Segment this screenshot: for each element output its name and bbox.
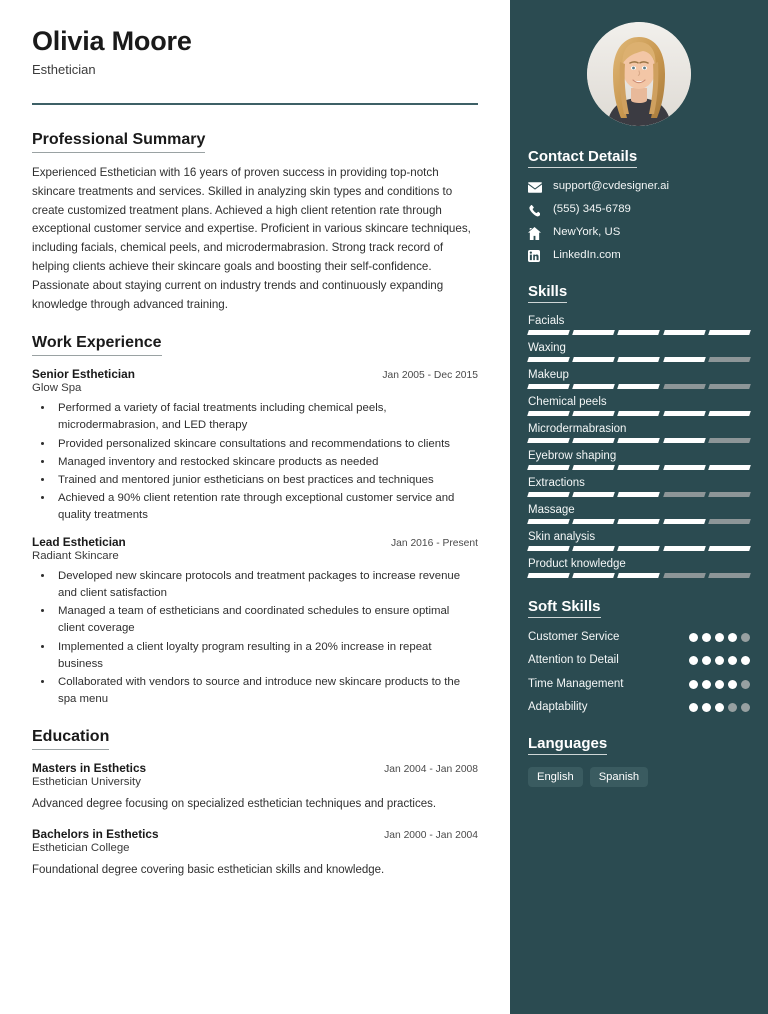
section-education: [32, 728, 478, 880]
skill-level-bar: [528, 330, 750, 335]
skill-bar-segment: [618, 438, 661, 443]
skill-label: Extractions: [528, 477, 585, 489]
skill-bar-segment: [527, 357, 570, 362]
skill-bar-segment: [618, 492, 661, 497]
section-title-soft-skills: Soft Skills: [528, 598, 601, 618]
soft-skill-rating: [689, 677, 750, 689]
soft-skill-item: [528, 677, 750, 691]
skill-bar-segment: [527, 573, 570, 578]
skill-bar-segment: [663, 384, 706, 389]
work-entry-role: Lead Esthetician: [32, 535, 126, 550]
section-soft-skills: [528, 598, 750, 715]
skill-item: [528, 477, 750, 497]
skill-bar-segment: [663, 492, 706, 497]
education-description: Foundational degree covering basic esthetician skills and knowledge.: [32, 864, 385, 877]
skill-bar-segment: [572, 384, 615, 389]
skill-bar-segment: [708, 384, 751, 389]
work-bullet: • Developed new skincare protocols and treatment packages to increase revenue and client satisfaction: [54, 568, 478, 602]
skill-bar-segment: [663, 438, 706, 443]
rating-dot: [715, 633, 724, 642]
skill-item: [528, 396, 750, 416]
contact-item[interactable]: [528, 203, 750, 217]
skill-label: Product knowledge: [528, 558, 626, 570]
skill-bar-segment: [618, 519, 661, 524]
skill-bar-segment: [663, 330, 706, 335]
soft-skill-item: [528, 700, 750, 714]
skill-bar-segment: [618, 411, 661, 416]
skill-label: Skin analysis: [528, 531, 596, 543]
education-date: Jan 2004 - Jan 2008: [384, 763, 478, 775]
rating-dot: [741, 633, 750, 642]
section-title-contact: Contact Details: [528, 148, 637, 168]
soft-skill-label: Adaptability: [528, 701, 588, 714]
section-title-skills: Skills: [528, 283, 567, 303]
skill-item: [528, 450, 750, 470]
work-entry-bullets: [32, 400, 478, 524]
skill-bar-segment: [708, 492, 751, 497]
phone-icon: [528, 203, 546, 217]
contact-item[interactable]: [528, 226, 750, 240]
work-entry: [32, 367, 478, 524]
candidate-job-title: Esthetician: [32, 62, 96, 78]
skill-bar-segment: [527, 492, 570, 497]
soft-skill-item: [528, 653, 750, 667]
rating-dot: [689, 633, 698, 642]
skill-label: Eyebrow shaping: [528, 450, 617, 462]
skill-item: [528, 369, 750, 389]
soft-skill-label: Customer Service: [528, 631, 620, 643]
skill-bar-segment: [618, 384, 661, 389]
section-languages: [528, 735, 750, 787]
skill-level-bar: [528, 438, 750, 443]
education-degree: Bachelors in Esthetics: [32, 827, 159, 842]
skill-bar-segment: [708, 330, 751, 335]
skill-bar-segment: [527, 411, 570, 416]
skill-bar-segment: [527, 465, 570, 470]
soft-skill-label: Attention to Detail: [528, 654, 619, 667]
work-entry-organization: Glow Spa: [32, 382, 82, 395]
skill-bar-segment: [663, 411, 706, 416]
language-chip-list: [528, 767, 750, 787]
candidate-name: Olivia Moore: [32, 26, 192, 56]
skill-bar-segment: [527, 438, 570, 443]
skill-label: Waxing: [528, 342, 566, 354]
home-icon: [528, 226, 546, 240]
rating-dot: [702, 656, 711, 665]
work-entry-date: Jan 2005 - Dec 2015: [382, 370, 478, 382]
rating-dot: [715, 656, 724, 665]
education-school: Esthetician College: [32, 842, 130, 855]
rating-dot: [728, 703, 737, 712]
header-block: [32, 26, 478, 77]
skill-bar-segment: [527, 330, 570, 335]
skill-item: [528, 504, 750, 524]
skill-bar-segment: [572, 330, 615, 335]
avatar: [587, 22, 691, 126]
rating-dot: [689, 656, 698, 665]
skill-bar-segment: [527, 519, 570, 524]
skill-level-bar: [528, 357, 750, 362]
linkedin-icon: [528, 249, 546, 263]
skill-bar-segment: [618, 573, 661, 578]
skill-level-bar: [528, 465, 750, 470]
skill-bar-segment: [618, 546, 661, 551]
skill-bar-segment: [708, 411, 751, 416]
education-entry-list: [32, 761, 478, 880]
resume-sidebar: [510, 0, 768, 1014]
education-entry: [32, 761, 478, 813]
skill-level-bar: [528, 519, 750, 524]
skill-label: Massage: [528, 504, 575, 516]
contact-value: NewYork, US: [553, 226, 621, 239]
skill-bar-segment: [572, 438, 615, 443]
soft-skill-label: Time Management: [528, 677, 624, 690]
contact-value: (555) 345-6789: [553, 203, 631, 216]
soft-skill-rating: [689, 700, 750, 712]
rating-dot: [702, 703, 711, 712]
skill-bar-segment: [708, 357, 751, 362]
work-bullet: • Provided personalized skincare consultations and recommendations to clients: [54, 436, 478, 453]
work-entry-header: [32, 535, 478, 549]
skill-bar-segment: [663, 546, 706, 551]
skill-level-bar: [528, 492, 750, 497]
section-title-summary: Professional Summary: [32, 131, 205, 153]
skill-bar-segment: [708, 438, 751, 443]
rating-dot: [741, 656, 750, 665]
language-chip: English: [528, 767, 583, 787]
soft-skills-list: [528, 630, 750, 715]
contact-item[interactable]: [528, 249, 750, 263]
work-bullet: • Managed inventory and restocked skincare products as needed: [54, 454, 478, 471]
work-bullet: • Achieved a 90% client retention rate through exceptional customer service and quality treatments: [54, 490, 478, 524]
skill-label: Microdermabrasion: [528, 423, 627, 435]
skill-bar-segment: [618, 330, 661, 335]
contact-item[interactable]: [528, 180, 750, 194]
rating-dot: [741, 703, 750, 712]
work-bullet: • Performed a variety of facial treatments including chemical peels, microdermabrasion, and LED therapy: [54, 400, 478, 434]
work-bullet: • Collaborated with vendors to source and introduce new skincare products to the spa menu: [54, 674, 478, 708]
skill-bar-segment: [527, 546, 570, 551]
section-skills: [528, 283, 750, 578]
rating-dot: [728, 680, 737, 689]
rating-dot: [728, 633, 737, 642]
skill-label: Chemical peels: [528, 396, 607, 408]
work-entry-organization: Radiant Skincare: [32, 550, 119, 563]
rating-dot: [702, 680, 711, 689]
skill-level-bar: [528, 411, 750, 416]
section-professional-summary: [32, 131, 478, 314]
skill-bar-segment: [572, 411, 615, 416]
education-school: Esthetician University: [32, 775, 141, 788]
skill-label: Makeup: [528, 369, 569, 381]
work-entry-bullets: [32, 568, 478, 708]
section-title-work: Work Experience: [32, 334, 162, 356]
rating-dot: [689, 703, 698, 712]
work-bullet: • Managed a team of estheticians and coordinated schedules to ensure optimal client coverage: [54, 603, 478, 637]
skill-bar-segment: [708, 519, 751, 524]
work-bullet: • Trained and mentored junior estheticians on best practices and techniques: [54, 472, 478, 489]
section-title-education: Education: [32, 728, 109, 750]
rating-dot: [715, 703, 724, 712]
contact-value: LinkedIn.com: [553, 249, 621, 262]
skill-level-bar: [528, 384, 750, 389]
skill-bar-segment: [663, 357, 706, 362]
skill-item: [528, 558, 750, 578]
work-entry-list: [32, 367, 478, 708]
skill-bar-segment: [663, 573, 706, 578]
work-entry: [32, 535, 478, 708]
contact-list: [528, 180, 750, 263]
soft-skill-rating: [689, 630, 750, 642]
education-degree: Masters in Esthetics: [32, 760, 147, 775]
skill-bar-segment: [708, 465, 751, 470]
work-entry-role: Senior Esthetician: [32, 367, 135, 382]
skill-bar-segment: [572, 519, 615, 524]
skill-bar-segment: [572, 546, 615, 551]
skill-item: [528, 315, 750, 335]
soft-skill-rating: [689, 653, 750, 665]
rating-dot: [689, 680, 698, 689]
education-entry: [32, 827, 478, 879]
skill-item: [528, 342, 750, 362]
section-contact-details: [528, 148, 750, 263]
work-entry-header: [32, 367, 478, 381]
education-date: Jan 2000 - Jan 2004: [384, 830, 478, 842]
skill-bar-segment: [572, 573, 615, 578]
rating-dot: [702, 633, 711, 642]
skill-bar-segment: [663, 465, 706, 470]
work-entry-date: Jan 2016 - Present: [390, 538, 478, 550]
soft-skill-item: [528, 630, 750, 644]
skill-bar-segment: [572, 357, 615, 362]
skills-list: [528, 315, 750, 578]
education-description: Advanced degree focusing on specialized esthetician techniques and practices.: [32, 797, 437, 810]
section-work-experience: [32, 334, 478, 708]
skill-bar-segment: [663, 519, 706, 524]
summary-text: Experienced Esthetician with 16 years of proven success in providing top-notch skincare treatments and services. Skilled in analyzing skin types and conditions to create customized treatment plans. Achieved a high client retention rate through exceptional customer service and expertise. Proficient in various skincare techniques, including facials, chemical peels, and microdermabrasion. Strong track record of helping clients achieve their skincare goals and boosting their self-confidence. Passionate about staying current on industry trends and continuously expanding knowledge through advanced training.: [32, 166, 471, 311]
skill-bar-segment: [572, 465, 615, 470]
photo-container: [528, 22, 750, 126]
header-divider: [32, 103, 478, 105]
skill-bar-segment: [708, 573, 751, 578]
skill-bar-segment: [618, 357, 661, 362]
language-chip: Spanish: [590, 767, 648, 787]
work-bullet: • Implemented a client loyalty program resulting in a 20% increase in repeat business: [54, 639, 478, 673]
rating-dot: [741, 680, 750, 689]
skill-label: Facials: [528, 315, 565, 327]
rating-dot: [728, 656, 737, 665]
skill-bar-segment: [572, 492, 615, 497]
education-entry-header: [32, 761, 478, 775]
skill-bar-segment: [708, 546, 751, 551]
skill-bar-segment: [618, 465, 661, 470]
education-entry-header: [32, 827, 478, 841]
section-title-languages: Languages: [528, 735, 607, 755]
skill-bar-segment: [527, 384, 570, 389]
envelope-icon: [528, 180, 546, 194]
rating-dot: [715, 680, 724, 689]
skill-item: [528, 531, 750, 551]
skill-level-bar: [528, 573, 750, 578]
skill-level-bar: [528, 546, 750, 551]
contact-value: support@cvdesigner.ai: [553, 180, 670, 193]
skill-item: [528, 423, 750, 443]
